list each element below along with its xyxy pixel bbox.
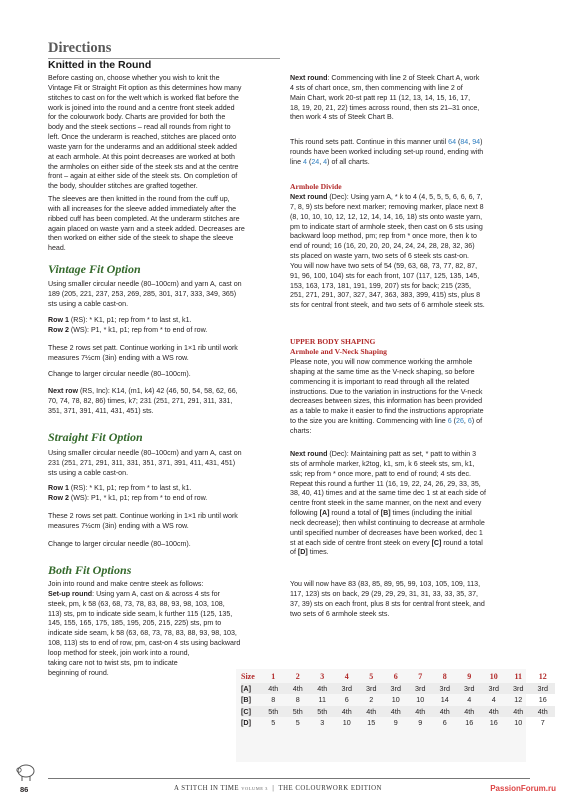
vintage-rows — [48, 316, 284, 336]
text-line: neck decrease); then whilst continuing to decrease at armhole — [290, 518, 485, 527]
table-cell: 6 — [344, 695, 349, 705]
table-cell: 3 — [320, 718, 325, 728]
text-line: beginning of round. — [48, 668, 109, 677]
table-cell: 5th — [310, 706, 335, 718]
table-cell: 7 — [540, 718, 545, 728]
table-row — [241, 694, 555, 706]
table-cell: 11 — [318, 695, 326, 705]
text-span: , — [319, 157, 324, 166]
armhole-divide-paragraph — [290, 193, 530, 311]
text-line: measures 7½cm (3in) ending with a WS row. — [48, 521, 189, 530]
straight-cast-on — [48, 449, 284, 479]
text-line: sts using a cable cast-on. — [48, 468, 129, 477]
footer-divider — [48, 778, 530, 779]
table-cell: 5th — [286, 706, 311, 718]
table-ref: [D] — [297, 548, 308, 557]
table-cell: 4th — [506, 706, 531, 718]
table-header-cell: 1 — [271, 672, 276, 682]
text-line: 251, 271, 291, 307, 327, 347, 363, 383, 399, 415) sts, plus 8 — [290, 291, 481, 300]
text-line: You will now have two sets of 54 (59, 63, 68, 73, 77, 82, 87, — [290, 261, 478, 270]
table-cell: 4th — [384, 706, 409, 718]
size-value: 94 — [472, 138, 481, 146]
watermark: PassionForum.ru — [490, 784, 556, 793]
row-2-line — [48, 494, 284, 504]
text-line — [290, 158, 530, 168]
text-span: round a total — [441, 538, 483, 547]
table-cell: 10 — [514, 718, 523, 728]
text-line: These 2 rows set patt. Continue working in 1×1 rib until work — [48, 344, 238, 352]
table-header-cell: 11 — [514, 672, 523, 682]
table-cell: 4 — [467, 695, 472, 705]
text-line: ribbed cuff has been completed. At the underarm stitches are — [48, 214, 240, 223]
table-cell: 5 — [271, 718, 276, 728]
table-cell: 4 — [491, 695, 496, 705]
round-label: Next round — [290, 193, 328, 201]
text-line: Repeat this round a further 11 (16, 19, 22, 24, 26, 29, 33, 35, — [290, 479, 481, 488]
table-cell: 9 — [393, 718, 398, 728]
vintage-repeat — [48, 344, 284, 364]
sleeves-paragraph — [48, 195, 284, 254]
text-line: rounds have been worked including set-up round, ending with — [290, 147, 484, 156]
text-line: front – again at either side of the steek sts. On completion of — [48, 172, 238, 181]
publication-title: A STITCH IN TIME — [174, 785, 240, 792]
row-2-line — [48, 326, 284, 336]
table-cell: 3rd — [359, 683, 384, 695]
both-fit-paragraph — [48, 580, 284, 678]
round-label: Next round — [290, 74, 328, 82]
text-span: ( — [456, 138, 461, 146]
round-text: (Dec): Maintaining patt as set, * patt to within 3 — [327, 450, 477, 458]
intro-paragraph — [48, 74, 284, 192]
sheep-logo-icon — [14, 762, 38, 784]
text-span: line — [290, 157, 304, 166]
table-cell: 9 — [418, 718, 423, 728]
size-value: 4 — [303, 157, 307, 166]
size-value: 26 — [456, 417, 464, 426]
text-line: 189 (205, 221, 237, 253, 269, 285, 301, 317, 333, 349, 365) — [48, 289, 237, 298]
text-line — [290, 417, 530, 427]
setup-label: Set-up round — [48, 589, 93, 598]
text-line: until specified number of decreases have been worked, dec 1 — [290, 528, 483, 537]
text-line: measures 7½cm (3in) ending with a WS row. — [48, 353, 189, 362]
text-span: ( — [451, 417, 457, 426]
round-text: : Commencing with line 2 of Steek Chart A, work — [327, 74, 480, 82]
knitted-in-round-heading: Knitted in the Round — [48, 59, 152, 71]
text-line: Using smaller circular needle (80–100cm) and yarn A, cast on — [48, 280, 242, 288]
text-line: Using smaller circular needle (80–100cm) and yarn A, cast on — [48, 449, 242, 457]
footer-title: A STITCH IN TIME VOLUME 3 | THE COLOURWORK EDITION — [174, 785, 382, 792]
text-line: commencing it is important to read through all the related — [290, 377, 470, 386]
table-cell: 6 — [442, 718, 447, 728]
table-cell: 4th — [335, 706, 360, 718]
table-cell: 5th — [261, 706, 286, 718]
setup-text: : Using yarn A, cast on & across 4 sts for — [92, 589, 220, 598]
text-line: taking care not to twist sts, pm to indicate — [48, 658, 178, 667]
text-line: head. — [48, 244, 66, 253]
table-cell: 3rd — [482, 683, 507, 695]
vintage-cast-on — [48, 280, 284, 310]
text-line: (8, 10, 10, 10, 12, 12, 12, 14, 14, 16, 18) sts onto waste yarn, — [290, 212, 483, 221]
table-header-cell: 5 — [369, 672, 374, 682]
text-line — [290, 74, 530, 84]
text-line: You will now have 83 (83, 85, 89, 95, 99, 103, 105, 109, 113, — [290, 580, 481, 588]
text-line: centre front steek in the same manner, on the next and every — [290, 499, 482, 508]
table-cell: 16 — [489, 718, 498, 728]
text-span: following — [290, 509, 320, 518]
row-label: Next row — [48, 387, 78, 395]
table-ref: [A] — [319, 509, 330, 518]
text-line: sts placed on waste yarn, two sets of 6 steek sts cast-on. — [290, 252, 470, 261]
straight-fit-heading: Straight Fit Option — [48, 430, 143, 444]
text-line: decreases between sizes, this information has been provided — [290, 397, 483, 406]
table-cell: 3rd — [433, 683, 458, 695]
text-line: backward loop method, pm; rep from * once more, then k to — [290, 232, 477, 241]
row-text: (RS, Inc): K14, (m1, k4) 42 (46, 50, 54, 58, 62, 66, — [77, 387, 238, 395]
straight-repeat — [48, 512, 284, 532]
table-cell: 4th — [310, 683, 335, 695]
table-cell: 8 — [295, 695, 300, 705]
table-header-cell: 8 — [442, 672, 447, 682]
text-line: again placed on waste yarn and a steek added. Decreases are — [48, 224, 245, 233]
text-line: shaping at the same time as the V-neck shaping, so before — [290, 367, 475, 376]
table-cell: 4th — [531, 706, 556, 718]
text-line: steek, pm, k 58 (63, 68, 73, 78, 83, 88, 93, 98, 103, 108, — [48, 599, 225, 608]
table-cell: 3rd — [531, 683, 556, 695]
size-value: 6 — [447, 417, 452, 426]
text-line: The sleeves are then knitted in the round from the cuff up, — [48, 195, 230, 203]
text-line: 18, 19, 20, 21, 22) times across round, then sts 21–31 once, — [290, 103, 480, 112]
table-cell: 3rd — [457, 683, 482, 695]
text-line: at each armhole. At this point decreases are worked at both — [48, 152, 235, 161]
size-value: 6 — [467, 417, 472, 426]
table-cell: 8 — [271, 695, 276, 705]
row-text: (RS): * K1, p1; rep from * to last st, k1. — [68, 484, 192, 492]
text-line: pm to indicate start of armhole steek, then cast on 6 sts using — [290, 222, 483, 231]
text-line: 37, 39) sts on each front, plus 8 sts for central front steek, and — [290, 599, 485, 608]
text-span: times. — [307, 548, 329, 557]
text-span: ( — [306, 157, 312, 166]
text-line: 7, 8, 9) sts before next marker; removing marker, place next 8 — [290, 202, 484, 211]
text-line: 117, 123) sts on back, 29 (29, 29, 29, 31, 31, 33, 33, 35, 37, — [290, 589, 478, 598]
row-1-line — [48, 484, 284, 494]
text-line — [290, 138, 530, 148]
row-text: (WS): P1, * k1, p1; rep from * to end of row. — [68, 493, 208, 502]
row-label: Row 2 — [48, 493, 69, 502]
text-span: times (including the initial — [390, 509, 472, 518]
text-line: waste yarn for the underarms and an additional steek added — [48, 142, 237, 151]
text-line: ssk; rep from * once more, patt to end of round; 4 sts dec. — [290, 469, 471, 478]
text-line: body and the steek sections – read all rounds from right to — [48, 123, 231, 132]
table-header-cell: 10 — [489, 672, 498, 682]
text-line: sts of armhole marker, k2tog, k1, sm, k 6 steek sts, sm, k1, — [290, 459, 475, 468]
text-line: These 2 rows set patt. Continue working in 1×1 rib until work — [48, 512, 238, 520]
text-line: for the colourwork body. Charts are provided for both the — [48, 113, 226, 122]
text-line: indicate side seam, k 58 (63, 68, 73, 78, 83, 88, 93, 98, 103, — [48, 629, 237, 638]
size-value: 64 — [448, 138, 457, 146]
text-line: 351, 371, 391, 411, 431, 451) sts. — [48, 406, 154, 415]
straight-change-needle: Change to larger circular needle (80–100cm). — [48, 540, 191, 548]
table-row — [241, 717, 555, 729]
text-line — [290, 539, 530, 549]
table-row-label: [A] — [241, 683, 261, 695]
table-row — [241, 683, 555, 695]
text-span: of — [290, 548, 298, 557]
text-line: stitches to cast on for the welt which is worked flat before the — [48, 93, 239, 102]
table-ref: [C] — [431, 538, 442, 547]
table-cell: 16 — [465, 718, 474, 728]
table-ref: [B] — [380, 509, 391, 518]
table-cell: 3rd — [408, 683, 433, 695]
text-line — [48, 387, 284, 397]
vintage-next-row — [48, 387, 284, 417]
table-cell: 15 — [367, 718, 376, 728]
table-cell: 10 — [342, 718, 351, 728]
text-line: Before casting on, choose whether you wish to knit the — [48, 74, 220, 82]
size-table — [241, 671, 555, 729]
table-cell: 4th — [457, 706, 482, 718]
table-cell: 12 — [514, 695, 523, 705]
table-header-cell: Size — [241, 672, 255, 682]
table-cell: 14 — [440, 695, 449, 705]
text-line: with all increases for the sleeve added immediately after the — [48, 204, 237, 213]
table-cell: 5 — [295, 718, 300, 728]
row-label: Row 1 — [48, 316, 69, 324]
upper-body-heading: UPPER BODY SHAPING — [290, 337, 376, 346]
text-line: 38, 40, 41) times and at the same time dec 1 st at each side of — [290, 489, 486, 498]
armhole-divide-heading: Armhole Divide — [290, 182, 342, 191]
please-note-paragraph — [290, 358, 530, 437]
both-fit-heading: Both Fit Options — [48, 563, 132, 577]
text-span: ) of — [471, 417, 483, 426]
table-cell: 10 — [416, 695, 425, 705]
row-1-line — [48, 316, 284, 326]
table-cell: 4th — [408, 706, 433, 718]
text-line: 70, 74, 78, 82, 86) times, k7; 231 (251, 271, 291, 311, 331, — [48, 396, 233, 405]
text-span: , — [463, 417, 468, 426]
straight-rows — [48, 484, 284, 504]
text-line: 113) sts, pm to indicate side seam, k further 115 (125, 135, — [48, 609, 233, 618]
table-row-label: [D] — [241, 718, 251, 728]
table-cell: 4th — [482, 706, 507, 718]
text-line: Main Chart, work 20-st patt rep 11 (12, 13, 14, 15, 16, 17, — [290, 93, 471, 102]
text-span: to the size you are knitting. Commencing with line — [290, 417, 448, 426]
section-title: Directions — [48, 40, 112, 56]
text-line — [290, 450, 530, 460]
text-span: st at each side of centre front steek on every — [290, 538, 432, 547]
text-span: , — [468, 138, 473, 146]
edition-label: THE COLOURWORK EDITION — [278, 785, 382, 792]
text-line: work is joined into the round and a centre front steek added — [48, 103, 235, 112]
volume-label: VOLUME 3 — [241, 786, 268, 791]
text-line: sts using a cable cast-on. — [48, 299, 129, 308]
text-line: 231 (251, 271, 291, 311, 331, 351, 371, 391, 411, 431, 451) — [48, 458, 236, 467]
text-line: charts: — [290, 426, 312, 435]
text-line — [290, 548, 530, 558]
next-round-paragraph — [290, 74, 530, 123]
table-header-cell: 12 — [538, 672, 547, 682]
table-cell: 10 — [391, 695, 400, 705]
text-span: ) — [480, 138, 483, 146]
row-text: (RS): * K1, p1; rep from * to last st, k1. — [68, 316, 192, 324]
table-cell: 2 — [369, 695, 374, 705]
text-line: 145, 155, 165, 175, 185, 195, 205, 215, 225) sts, pm to — [48, 619, 222, 628]
round-text: (Dec): Using yarn A, * k to 4 (4, 5, 5, 5, 6, 6, 6, 7, — [327, 193, 483, 201]
text-line: 91, 96, 100, 104) sts for each front, 107 (117, 125, 135, 145, — [290, 271, 480, 280]
text-line: end of round; 16 (16, 20, 20, 20, 24, 24, 24, 28, 28, 32, 36) — [290, 242, 475, 251]
row-label: Row 1 — [48, 484, 69, 492]
table-header-cell: 2 — [295, 672, 300, 682]
text-line: the body, shoulder stitches are grafted together. — [48, 182, 198, 191]
table-cell: 16 — [538, 695, 547, 705]
size-value: 4 — [323, 157, 328, 166]
table-row-label: [C] — [241, 706, 261, 718]
table-cell: 4th — [261, 683, 286, 695]
row-label: Row 2 — [48, 325, 69, 334]
text-line: 108, 113) sts to end of row, pm, cast-on 4 sts using backward — [48, 639, 241, 648]
table-cell: 3rd — [384, 683, 409, 695]
text-span: This round sets patt. Continue in this manner until — [290, 138, 449, 146]
text-line: loop method for steek, join work into a round, — [48, 648, 190, 657]
text-line: Please note, you will now commence working the armhole — [290, 358, 473, 366]
text-line: the armholes on either side of the steek sts and at the centre — [48, 162, 239, 171]
text-line: Vintage Fit or Straight Fit option as this determines how many — [48, 83, 242, 92]
text-line: 153, 163, 173, 181, 191, 199, 207) sts for back; 215 (235, — [290, 281, 472, 290]
table-row — [241, 706, 555, 718]
vintage-fit-heading: Vintage Fit Option — [48, 262, 141, 276]
table-header-cell: 9 — [467, 672, 472, 682]
text-span: ) of all charts. — [327, 157, 370, 166]
round-sets-paragraph — [290, 138, 530, 168]
text-line — [290, 509, 530, 519]
table-cell: 3rd — [506, 683, 531, 695]
text-line: 4 sts of chart once, sm, then commencing with line 2 of — [290, 83, 463, 92]
vintage-change-needle: Change to larger circular needle (80–100cm). — [48, 370, 191, 378]
text-line: as a table to make it easier to find the instructions appropriate — [290, 407, 484, 416]
table-header-cell: 3 — [320, 672, 325, 682]
text-line: left. Once the underarm is reached, stitches are placed onto — [48, 133, 237, 142]
row-text: (WS): P1, * k1, p1; rep from * to end of row. — [68, 325, 208, 334]
table-cell: 4th — [359, 706, 384, 718]
text-span: round a total of — [329, 509, 381, 518]
size-value: 24 — [311, 157, 320, 166]
text-line — [48, 590, 284, 600]
text-line — [290, 193, 530, 203]
text-line: then work 4 sts of Steek Chart B. — [290, 113, 394, 122]
round-label: Next round — [290, 450, 328, 458]
text-line: then worked on either side of the steek to shape the sleeve — [48, 234, 234, 243]
text-line: two sets of 6 armhole steek sts. — [290, 609, 390, 618]
table-cell: 4th — [286, 683, 311, 695]
table-cell: 4th — [433, 706, 458, 718]
text-line: Join into round and make centre steek as follows: — [48, 580, 204, 588]
final-count-paragraph — [290, 580, 530, 619]
text-line: instructions. Due to the variation in instructions for the V-neck — [290, 387, 483, 396]
table-header-cell: 7 — [418, 672, 423, 682]
table-header-row — [241, 671, 555, 683]
page-number: 86 — [20, 785, 29, 794]
table-header-cell: 4 — [344, 672, 349, 682]
table-header-cell: 6 — [393, 672, 398, 682]
text-line: sts for central front steek, and two sets of 6 armhole steek sts. — [290, 301, 485, 310]
size-value: 84 — [460, 138, 469, 146]
table-row-label: [B] — [241, 695, 251, 705]
armhole-vneck-heading: Armhole and V-Neck Shaping — [290, 347, 387, 356]
maintaining-paragraph — [290, 450, 530, 558]
table-cell: 3rd — [335, 683, 360, 695]
